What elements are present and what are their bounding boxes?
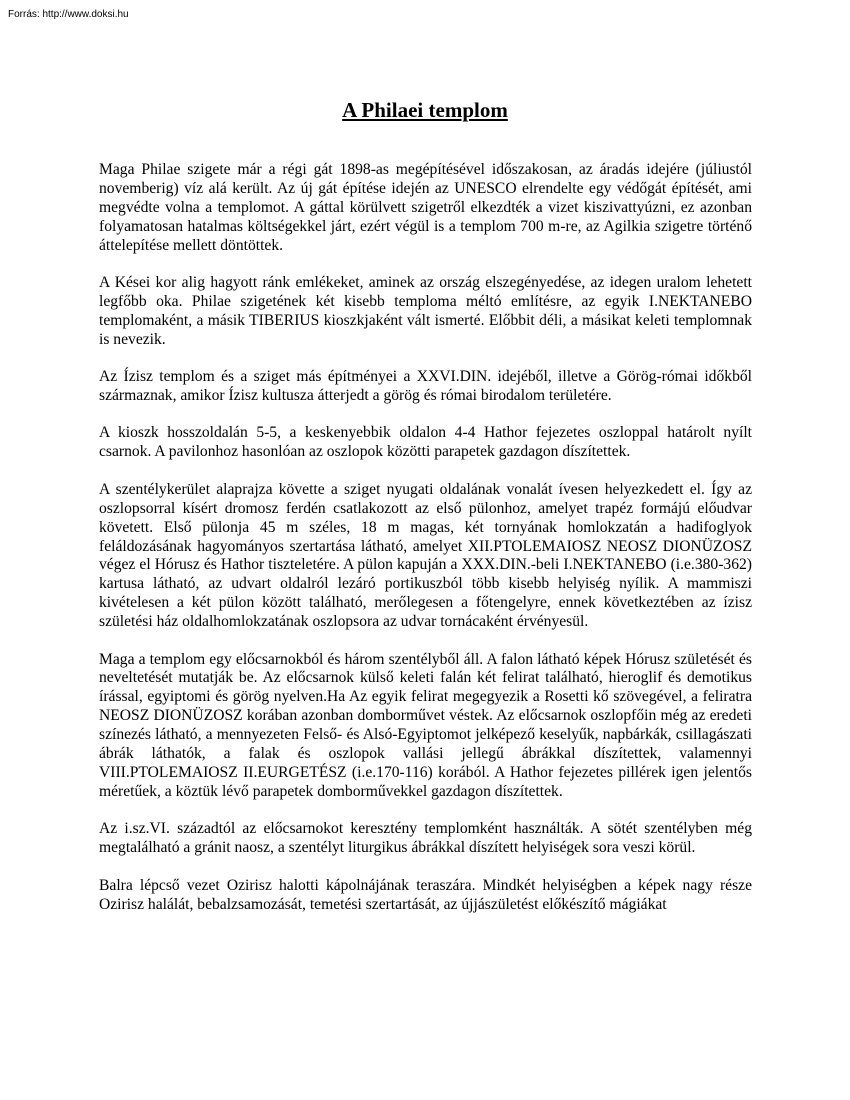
paragraph: Balra lépcső vezet Ozirisz halotti kápolnájának teraszára. Mindkét helyiségben a képek nagy része Ozirisz halálát, bebalzsamozását, temetési szertartását, az újjászületést előkészítő mágiákat (99, 876, 752, 913)
paragraph: Maga a templom egy előcsarnokból és három szentélyből áll. A falon látható képek Hórusz születését és neveltetését mutatják be. Az előcsarnok külső keleti falán két felirat található, hieroglif és demotikus írással, egyiptomi és görög nyelven.Ha Az egyik felirat megegyezik a Rosetti kő szövegével, a feliratra NEOSZ DIONÜZOSZ korában azonban domborművet véstek. Az előcsarnok oszlopfőin még az eredeti színezés látható, a mennyezeten Felső- és Alsó-Egyiptomot jelképező keselyűk, napbárkák, csillagászati ábrák láthatók, a falak és oszlopok vallási jellegű ábrákkal díszítettek, valamennyi VIII.PTOLEMAIOSZ II.EURGETÉSZ (i.e.170-116) korából. A Hathor fejezetes pillérek igen jelentős méretűek, a köztük lévő parapetek domborművekkel gazdagon díszítettek. (99, 650, 752, 800)
paragraph: Az i.sz.VI. századtól az előcsarnokot keresztény templomként használták. A sötét szentélyben még megtalálható a gránit naosz, a szentélyt liturgikus ábrákkal díszített helyiségek sora veszi körül. (99, 820, 752, 857)
paragraph: Maga Philae szigete már a régi gát 1898-as megépítésével időszakosan, az áradás idejére (júliustól novemberig) víz alá került. Az új gát építése idején az UNESCO elrendelte egy védőgát építését, ami megvédte volna a templomot. A gáttal körülvett szigetről elkezdték a vizet kiszivattyúzni, ez azonban folyamatosan hatalmas költségekkel járt, ezért végül is a templom 700 m-re, az Agilkia szigetre történő áttelepítése mellett döntöttek. (99, 161, 752, 254)
paragraph: A szentélykerület alaprajza követte a sziget nyugati oldalának vonalát ívesen helyezkedett el. Így az oszlopsorral kísért dromosz ferdén csatlakozott az első pülonhoz, amelyet trapéz formájú előudvar követett. Első pülonja 45 m széles, 18 m magas, két tornyának homlokzatán a hadifoglyok feláldozásának hagyományos szertartása látható, amelyet XII.PTOLEMAIOSZ NEOSZ DIONÜZOSZ végez el Hórusz és Hathor tiszteletére. A pülon kapuján a XXX.DIN.-beli I.NEKTANEBO (i.e.380-362) kartusa látható, az udvart oldalról lezáró portikuszból több kisebb helyiség nyílik. A mammiszi kivételesen a két pülon között található, merőlegesen a főtengelyre, ennek következtében az ízisz születési ház oldalhomlokzatának oszlopsora az udvar tornácaként érvényesül. (99, 480, 752, 631)
paragraph: A Kései kor alig hagyott ránk emlékeket, aminek az ország elszegényedése, az idegen uralom lehetett legfőbb oka. Philae szigetének két kisebb temploma méltó említésre, az egyik I.NEKTANEBO templomaként, a másik TIBERIUS kioszkjaként vált ismerté. Előbbit déli, a másikat keleti templomnak is nevezik. (99, 274, 752, 348)
paragraph: A kioszk hosszoldalán 5-5, a keskenyebbik oldalon 4-4 Hathor fejezetes oszloppal határolt nyílt csarnok. A pavilonhoz hasonlóan az oszlopok közötti parapetek gazdagon díszítettek. (99, 424, 752, 461)
source-label: Forrás: http://www.doksi.hu (8, 9, 129, 20)
page-title: A Philaei templom (342, 98, 508, 122)
document-body (99, 161, 752, 933)
paragraph: Az Ízisz templom és a sziget más építményei a XXVI.DIN. idejéből, illetve a Görög-római időkből származnak, amikor Ízisz kultusza átterjedt a görög és római birodalom területére. (99, 368, 752, 405)
